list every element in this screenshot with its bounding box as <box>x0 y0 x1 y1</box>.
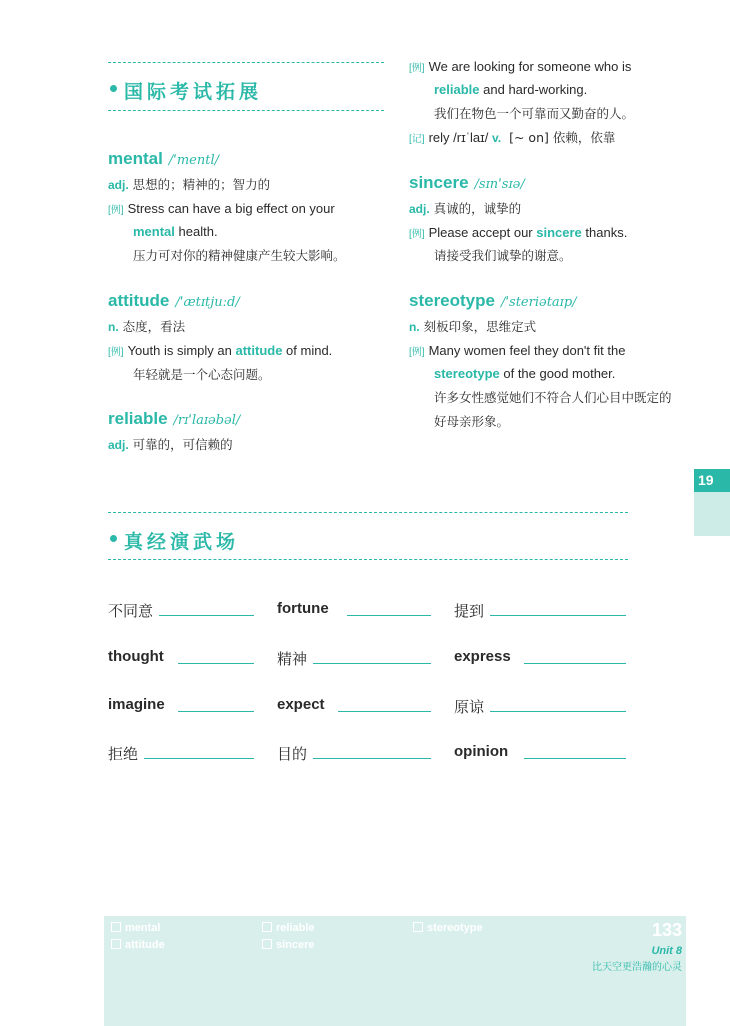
checkbox-icon <box>262 922 272 932</box>
chapter-tab-tail <box>694 492 730 536</box>
entry-attitude-ipa: /ˈætɪtjuːd/ <box>175 295 240 310</box>
answer-blank[interactable] <box>490 615 626 616</box>
entry-stereotype-example: [例] Many women feel they don't fit the <box>409 343 626 358</box>
entry-attitude-translation: 年轻就是一个心态问题。 <box>133 367 271 382</box>
checklist-item[interactable]: attitude <box>111 939 165 951</box>
chapter-tab <box>694 469 730 492</box>
practice-term: 不同意 <box>108 602 154 620</box>
entry-reliable-example-cont: reliable and hard-working. <box>434 82 588 97</box>
entry-sincere-word: sincere /sɪnˈsɪə/ <box>409 173 525 192</box>
entry-sincere-definition: adj. 真诚的，诚挚的 <box>409 201 522 216</box>
section-title-expansion: 国际考试拓展 <box>124 81 263 103</box>
checklist-item[interactable]: reliable <box>262 922 315 934</box>
answer-blank[interactable] <box>313 758 431 759</box>
checkbox-icon <box>111 922 121 932</box>
practice-term: opinion <box>454 743 509 760</box>
entry-mental-translation: 压力可对你的精神健康产生较大影响。 <box>133 248 346 263</box>
answer-blank[interactable] <box>347 615 431 616</box>
entry-stereotype-example-cont: stereotype of the good mother. <box>434 366 616 381</box>
checkbox-icon <box>262 939 272 949</box>
entry-mental-ipa: /ˈmentl/ <box>168 153 220 168</box>
section-title-practice: 真经演武场 <box>124 531 240 553</box>
entry-reliable-ipa: /rɪˈlaɪəbəl/ <box>173 413 241 428</box>
answer-blank[interactable] <box>490 711 626 712</box>
entry-mental-example-cont: mental health. <box>133 224 218 239</box>
page-number: 133 <box>651 920 682 940</box>
entry-reliable-memo: [记] rely /rɪˈlaɪ/ v. [~ on] 依赖，依靠 <box>409 130 616 145</box>
answer-blank[interactable] <box>178 711 254 712</box>
entry-reliable-example: [例] We are looking for someone who is <box>409 59 632 74</box>
entry-sincere-ipa: /sɪnˈsɪə/ <box>474 177 525 192</box>
checklist-item[interactable]: mental <box>111 922 160 934</box>
answer-blank[interactable] <box>524 758 626 759</box>
answer-blank[interactable] <box>524 663 626 664</box>
answer-blank[interactable] <box>159 615 254 616</box>
chapter-tab-label: 19 <box>698 472 714 488</box>
entry-reliable-translation: 我们在物色一个可靠而又勤奋的人。 <box>434 106 635 121</box>
practice-term: express <box>454 648 511 665</box>
practice-term: fortune <box>277 600 329 617</box>
checkbox-icon <box>413 922 423 932</box>
divider-bottom-2 <box>108 559 628 560</box>
entry-stereotype-ipa: /ˈsteriətaɪp/ <box>500 295 577 310</box>
section-bullet <box>110 85 117 92</box>
answer-blank[interactable] <box>313 663 431 664</box>
entry-stereotype-definition: n. 刻板印象，思维定式 <box>409 319 537 334</box>
answer-blank[interactable] <box>338 711 431 712</box>
practice-term: 精神 <box>277 650 308 668</box>
unit-label: Unit 8 <box>651 945 682 957</box>
entry-stereotype-translation-cont: 好母亲形象。 <box>434 414 510 429</box>
entry-reliable-definition: adj. 可靠的，可信赖的 <box>108 437 233 452</box>
practice-term: imagine <box>108 696 165 713</box>
entry-attitude-definition: n. 态度，看法 <box>108 319 186 334</box>
practice-term: expect <box>277 696 325 713</box>
practice-term: 原谅 <box>454 698 485 716</box>
entry-mental-definition: adj. 思想的；精神的；智力的 <box>108 177 271 192</box>
entry-sincere-translation: 请接受我们诚挚的谢意。 <box>434 248 572 263</box>
divider-bottom <box>108 110 384 111</box>
entry-reliable-word: reliable /rɪˈlaɪəbəl/ <box>108 409 241 428</box>
practice-term: 拒绝 <box>108 745 139 763</box>
checkbox-icon <box>111 939 121 949</box>
practice-term: 提到 <box>454 602 485 620</box>
entry-mental-word: mental /ˈmentl/ <box>108 149 220 168</box>
checklist-item[interactable]: sincere <box>262 939 315 951</box>
entry-stereotype-word: stereotype /ˈsteriətaɪp/ <box>409 291 577 310</box>
entry-attitude-word: attitude /ˈætɪtjuːd/ <box>108 291 240 310</box>
entry-sincere-example: [例] Please accept our sincere thanks. <box>409 225 628 240</box>
unit-title: 比天空更浩瀚的心灵 <box>592 962 682 973</box>
entry-stereotype-translation: 许多女性感觉她们不符合人们心目中既定的 <box>434 390 672 405</box>
checklist-item[interactable]: stereotype <box>413 922 483 934</box>
answer-blank[interactable] <box>178 663 254 664</box>
divider-top <box>108 62 384 63</box>
answer-blank[interactable] <box>144 758 254 759</box>
practice-term: 目的 <box>277 745 308 763</box>
entry-attitude-example: [例] Youth is simply an attitude of mind. <box>108 343 333 358</box>
divider-top-2 <box>108 512 628 513</box>
practice-term: thought <box>108 648 164 665</box>
entry-mental-example: [例] Stress can have a big effect on your <box>108 201 335 216</box>
section-bullet-2 <box>110 535 117 542</box>
